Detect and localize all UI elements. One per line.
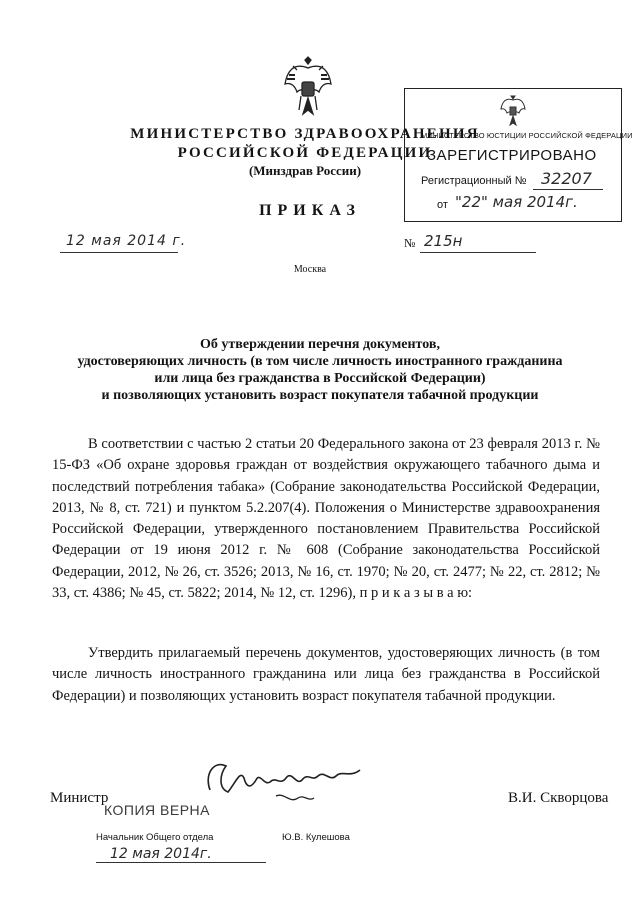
body-paragraph-1 [52, 434, 600, 604]
paragraph-1-text: В соответствии с частью 2 статьи 20 Федерального закона от 23 февраля 2013 г. № 15-ФЗ «Об охране здоровья граждан от воздействия окружающего табачного дыма и последствий потребления табака» (Собрание законодательства Российской Федерации, 2013, № 8, ст. 721) и пунктом 5.2.207(4). Положения о Министерстве здравоохранения Российской Федерации, утвержденного постановлением Правительства Российской Федерации от 19 июня 2012 г. № 608 (Собрание законодательства Российской Федерации, 2012, № 26, ст. 3526; 2013, № 16, ст. 1970; № 20, ст. 2477; № 22, ст. 2812; № 33, ст. 4386; № 45, ст. 5822; 2014, № 12, ст. 1296), п р и к а з ы в а ю: [52, 436, 600, 602]
subject-line1: Об утверждении перечня документов, [200, 337, 440, 352]
paragraph-2-text: Утвердить прилагаемый перечень документов, удостоверяющих личность (в том числе личность иностранного гражданина или лица без гражданства в Российской Федерации) и позволяющих установить возраст покупателя табачной продукции. [52, 645, 600, 704]
order-subject [40, 336, 600, 404]
stamp-status: ЗАРЕГИСТРИРОВАНО [427, 147, 597, 164]
number-sign: № [404, 236, 416, 250]
stamp-emblem-icon [499, 95, 527, 127]
body-paragraph-2 [52, 643, 600, 707]
subject-line3: или лица без гражданства в Российской Федерации) [154, 371, 486, 386]
city: Москва [293, 264, 327, 275]
copy-stamp-name: Ю.В. Кулешова [282, 832, 350, 843]
stamp-date-prefix: от [437, 199, 448, 211]
coat-of-arms-icon [283, 56, 333, 118]
ministry-short-name: (Минздрав России) [248, 163, 362, 178]
stamp-number: 32207 [541, 169, 592, 188]
subject-line4: и позволяющих установить возраст покупателя табачной продукции [101, 388, 539, 403]
signatory-name: В.И. Скворцова [508, 790, 609, 806]
stamp-organization: МИНИСТЕРСТВО ЮСТИЦИИ РОССИЙСКОЙ ФЕДЕРАЦИИ [421, 131, 633, 140]
ministry-name-line1: МИНИСТЕРСТВО ЗДРАВООХРАНЕНИЯ [130, 126, 480, 142]
copy-stamp-role: Начальник Общего отдела [96, 832, 214, 843]
copy-stamp-title: КОПИЯ ВЕРНА [104, 802, 210, 818]
registration-stamp [404, 88, 633, 222]
stamp-number-label: Регистрационный № [421, 175, 527, 187]
date-underline [60, 252, 178, 253]
order-date: 12 мая 2014 г. [66, 233, 187, 249]
copy-date-underline [96, 862, 266, 863]
order-number: 215н [424, 232, 463, 250]
stamp-number-underline [533, 189, 603, 190]
subject-line2: удостоверяющих личность (в том числе личность иностранного гражданина [77, 354, 563, 369]
stamp-date: "22" мая 2014г. [455, 193, 578, 211]
handwritten-signature [200, 752, 370, 812]
ministry-name-line2: РОССИЙСКОЙ ФЕДЕРАЦИИ [177, 145, 433, 161]
order-title: ПРИКАЗ [259, 202, 361, 219]
number-underline [420, 252, 536, 253]
copy-stamp-date: 12 мая 2014г. [110, 846, 212, 862]
signatory-position: Министр [50, 790, 109, 806]
